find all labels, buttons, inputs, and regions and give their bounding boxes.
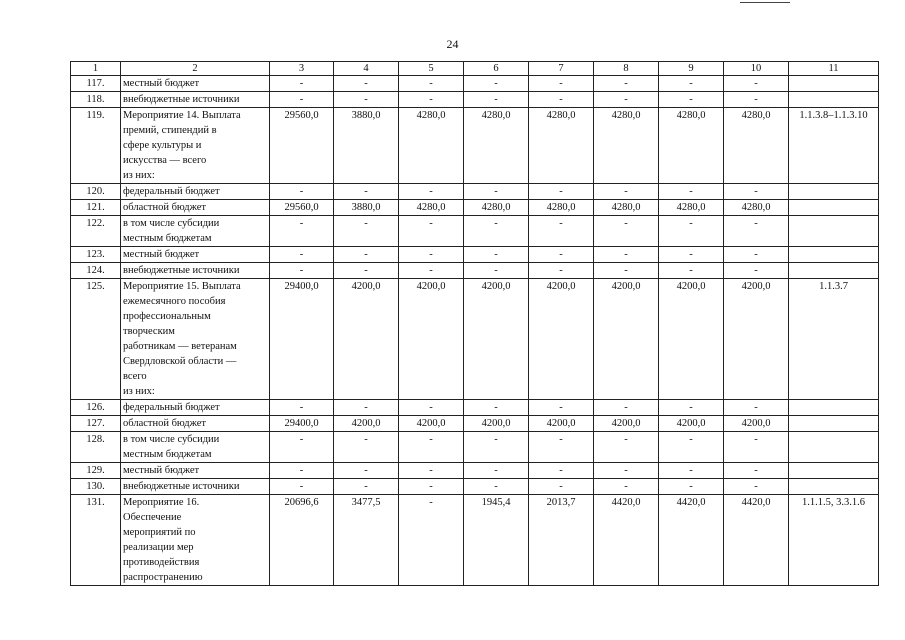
value-cell: - xyxy=(464,92,529,108)
value-cell: 4280,0 xyxy=(529,200,594,216)
column-header: 4 xyxy=(334,62,399,76)
target-code xyxy=(789,263,879,279)
column-header: 6 xyxy=(464,62,529,76)
value-cell: - xyxy=(594,76,659,92)
value-cell: 4420,0 xyxy=(659,495,724,586)
target-code xyxy=(789,200,879,216)
value-cell: 4200,0 xyxy=(399,416,464,432)
row-description xyxy=(121,200,270,216)
description-line: Свердловской области — xyxy=(123,356,237,367)
table-row xyxy=(71,400,879,416)
row-description xyxy=(121,279,270,400)
target-code: 1.1.3.7 xyxy=(789,279,879,400)
value-cell: - xyxy=(399,184,464,200)
value-cell: - xyxy=(594,479,659,495)
budget-table xyxy=(70,61,879,586)
value-cell: - xyxy=(594,432,659,463)
value-cell: 4200,0 xyxy=(724,416,789,432)
description-line: из них: xyxy=(123,386,155,397)
value-cell: - xyxy=(659,184,724,200)
row-description xyxy=(121,184,270,200)
value-cell: - xyxy=(464,76,529,92)
row-number: 125. xyxy=(71,279,121,400)
page-number: 24 xyxy=(446,37,459,51)
value-cell: 4280,0 xyxy=(464,200,529,216)
description-line: мероприятий по xyxy=(123,527,196,538)
value-cell: - xyxy=(399,479,464,495)
value-cell: - xyxy=(724,263,789,279)
description-line: Мероприятие 15. Выплата xyxy=(123,281,241,292)
value-cell: - xyxy=(399,263,464,279)
value-cell: 3880,0 xyxy=(334,200,399,216)
table-body xyxy=(71,76,879,586)
value-cell: 4420,0 xyxy=(724,495,789,586)
description-line: внебюджетные источники xyxy=(123,481,240,492)
value-cell: 29560,0 xyxy=(270,200,334,216)
column-header: 3 xyxy=(270,62,334,76)
value-cell: 4200,0 xyxy=(399,279,464,400)
value-cell: - xyxy=(724,432,789,463)
description-line: из них: xyxy=(123,170,155,181)
value-cell: - xyxy=(529,432,594,463)
description-line: областной бюджет xyxy=(123,202,206,213)
description-line: местным бюджетам xyxy=(123,449,212,460)
row-number: 119. xyxy=(71,108,121,184)
value-cell: - xyxy=(724,92,789,108)
target-code xyxy=(789,247,879,263)
value-cell: - xyxy=(334,463,399,479)
value-cell: - xyxy=(270,247,334,263)
description-line: местным бюджетам xyxy=(123,233,212,244)
value-cell: 4200,0 xyxy=(334,416,399,432)
value-cell: - xyxy=(334,76,399,92)
table-row xyxy=(71,463,879,479)
value-cell: 29400,0 xyxy=(270,416,334,432)
row-number: 122. xyxy=(71,216,121,247)
value-cell: - xyxy=(529,216,594,247)
description-line: сфере культуры и xyxy=(123,140,202,151)
value-cell: - xyxy=(724,247,789,263)
target-code xyxy=(789,463,879,479)
value-cell: - xyxy=(659,216,724,247)
value-cell: - xyxy=(334,263,399,279)
description-line: местный бюджет xyxy=(123,465,200,476)
column-header: 10 xyxy=(724,62,789,76)
value-cell: - xyxy=(334,184,399,200)
value-cell: - xyxy=(724,76,789,92)
value-cell: 3880,0 xyxy=(334,108,399,184)
description-line: Обеспечение xyxy=(123,512,182,523)
description-line: искусства — всего xyxy=(123,155,207,166)
value-cell: - xyxy=(270,400,334,416)
row-number: 124. xyxy=(71,263,121,279)
value-cell: 4200,0 xyxy=(464,279,529,400)
value-cell: - xyxy=(464,216,529,247)
value-cell: 4200,0 xyxy=(594,416,659,432)
row-number: 123. xyxy=(71,247,121,263)
description-line: ежемесячного пособия xyxy=(123,296,226,307)
value-cell: - xyxy=(529,263,594,279)
value-cell: - xyxy=(270,432,334,463)
value-cell: - xyxy=(399,463,464,479)
value-cell: - xyxy=(270,184,334,200)
column-header: 11 xyxy=(789,62,879,76)
value-cell: - xyxy=(529,184,594,200)
value-cell: - xyxy=(270,263,334,279)
value-cell: - xyxy=(659,400,724,416)
value-cell: - xyxy=(464,247,529,263)
table-row xyxy=(71,432,879,463)
value-cell: - xyxy=(270,463,334,479)
column-header: 9 xyxy=(659,62,724,76)
value-cell: - xyxy=(659,92,724,108)
row-description xyxy=(121,432,270,463)
value-cell: - xyxy=(659,432,724,463)
value-cell: - xyxy=(464,184,529,200)
description-line: в том числе субсидии xyxy=(123,218,220,229)
row-number: 129. xyxy=(71,463,121,479)
value-cell: 2013,7 xyxy=(529,495,594,586)
value-cell: - xyxy=(399,495,464,586)
value-cell: - xyxy=(594,400,659,416)
value-cell: - xyxy=(334,247,399,263)
column-header: 7 xyxy=(529,62,594,76)
value-cell: 4200,0 xyxy=(464,416,529,432)
top-rule xyxy=(740,2,790,3)
value-cell: 4200,0 xyxy=(724,279,789,400)
value-cell: 4280,0 xyxy=(594,108,659,184)
value-cell: - xyxy=(594,92,659,108)
value-cell: - xyxy=(529,76,594,92)
value-cell: 4280,0 xyxy=(724,108,789,184)
value-cell: - xyxy=(399,400,464,416)
value-cell: - xyxy=(659,263,724,279)
table-row xyxy=(71,76,879,92)
value-cell: - xyxy=(334,479,399,495)
value-cell: - xyxy=(464,432,529,463)
description-line: работникам — ветеранам xyxy=(123,341,237,352)
value-cell: - xyxy=(334,432,399,463)
description-line: Мероприятие 16. xyxy=(123,497,200,508)
row-description xyxy=(121,479,270,495)
value-cell: 4280,0 xyxy=(529,108,594,184)
row-description xyxy=(121,76,270,92)
table-row xyxy=(71,108,879,184)
table-row xyxy=(71,247,879,263)
value-cell: 4280,0 xyxy=(399,200,464,216)
table-row xyxy=(71,92,879,108)
row-number: 131. xyxy=(71,495,121,586)
value-cell: - xyxy=(724,400,789,416)
value-cell: 4280,0 xyxy=(724,200,789,216)
description-line: профессиональным xyxy=(123,311,211,322)
value-cell: - xyxy=(464,400,529,416)
description-line: Мероприятие 14. Выплата xyxy=(123,110,241,121)
value-cell: - xyxy=(399,92,464,108)
value-cell: 29400,0 xyxy=(270,279,334,400)
description-line: внебюджетные источники xyxy=(123,94,240,105)
column-header: 1 xyxy=(71,62,121,76)
value-cell: - xyxy=(724,479,789,495)
row-number: 128. xyxy=(71,432,121,463)
table-row xyxy=(71,416,879,432)
description-line: местный бюджет xyxy=(123,78,200,89)
value-cell: - xyxy=(270,76,334,92)
target-code: 1.1.3.8–1.1.3.10 xyxy=(789,108,879,184)
table-row xyxy=(71,495,879,586)
row-description xyxy=(121,263,270,279)
value-cell: - xyxy=(334,92,399,108)
description-line: противодействия xyxy=(123,557,200,568)
row-description xyxy=(121,108,270,184)
value-cell: 4200,0 xyxy=(594,279,659,400)
target-code xyxy=(789,92,879,108)
row-number: 127. xyxy=(71,416,121,432)
value-cell: 1945,4 xyxy=(464,495,529,586)
row-number: 120. xyxy=(71,184,121,200)
value-cell: - xyxy=(659,247,724,263)
value-cell: 4200,0 xyxy=(659,416,724,432)
value-cell: - xyxy=(594,184,659,200)
value-cell: - xyxy=(594,263,659,279)
column-header: 2 xyxy=(121,62,270,76)
value-cell: - xyxy=(399,247,464,263)
value-cell: - xyxy=(594,247,659,263)
value-cell: - xyxy=(659,479,724,495)
value-cell: 4280,0 xyxy=(594,200,659,216)
table-row xyxy=(71,279,879,400)
description-line: премий, стипендий в xyxy=(123,125,217,136)
description-line: в том числе субсидии xyxy=(123,434,220,445)
value-cell: 4280,0 xyxy=(659,108,724,184)
value-cell: 3477,5 xyxy=(334,495,399,586)
value-cell: - xyxy=(659,463,724,479)
row-number: 130. xyxy=(71,479,121,495)
value-cell: - xyxy=(464,263,529,279)
table-row xyxy=(71,184,879,200)
description-line: внебюджетные источники xyxy=(123,265,240,276)
target-code xyxy=(789,416,879,432)
target-code xyxy=(789,216,879,247)
value-cell: - xyxy=(659,76,724,92)
value-cell: - xyxy=(724,463,789,479)
value-cell: - xyxy=(724,184,789,200)
value-cell: - xyxy=(399,216,464,247)
row-number: 121. xyxy=(71,200,121,216)
description-line: местный бюджет xyxy=(123,249,200,260)
target-code: 1.1.1.5, 3.3.1.6 xyxy=(789,495,879,586)
table-row xyxy=(71,263,879,279)
value-cell: - xyxy=(270,92,334,108)
target-code xyxy=(789,400,879,416)
value-cell: - xyxy=(464,463,529,479)
value-cell: - xyxy=(724,216,789,247)
description-line: всего xyxy=(123,371,147,382)
value-cell: 4200,0 xyxy=(529,279,594,400)
row-description xyxy=(121,92,270,108)
row-description xyxy=(121,247,270,263)
value-cell: - xyxy=(529,479,594,495)
description-line: областной бюджет xyxy=(123,418,206,429)
column-header: 5 xyxy=(399,62,464,76)
table-row xyxy=(71,200,879,216)
value-cell: - xyxy=(464,479,529,495)
value-cell: 4200,0 xyxy=(334,279,399,400)
value-cell: - xyxy=(529,463,594,479)
row-description xyxy=(121,400,270,416)
table-row xyxy=(71,216,879,247)
target-code xyxy=(789,479,879,495)
value-cell: - xyxy=(270,216,334,247)
column-header: 8 xyxy=(594,62,659,76)
value-cell: - xyxy=(399,432,464,463)
table-header-row xyxy=(71,62,879,76)
value-cell: - xyxy=(529,247,594,263)
row-description xyxy=(121,416,270,432)
value-cell: - xyxy=(399,76,464,92)
description-line: федеральный бюджет xyxy=(123,402,220,413)
value-cell: 29560,0 xyxy=(270,108,334,184)
value-cell: - xyxy=(334,216,399,247)
value-cell: 4280,0 xyxy=(659,200,724,216)
value-cell: - xyxy=(529,400,594,416)
value-cell: - xyxy=(529,92,594,108)
target-code xyxy=(789,432,879,463)
row-description xyxy=(121,463,270,479)
row-description xyxy=(121,495,270,586)
value-cell: - xyxy=(594,216,659,247)
value-cell: 4280,0 xyxy=(464,108,529,184)
value-cell: 20696,6 xyxy=(270,495,334,586)
row-description xyxy=(121,216,270,247)
value-cell: 4200,0 xyxy=(529,416,594,432)
row-number: 117. xyxy=(71,76,121,92)
target-code xyxy=(789,76,879,92)
target-code xyxy=(789,184,879,200)
description-line: распространению xyxy=(123,572,203,583)
value-cell: - xyxy=(334,400,399,416)
row-number: 118. xyxy=(71,92,121,108)
value-cell: 4420,0 xyxy=(594,495,659,586)
value-cell: - xyxy=(594,463,659,479)
description-line: реализации мер xyxy=(123,542,194,553)
row-number: 126. xyxy=(71,400,121,416)
description-line: федеральный бюджет xyxy=(123,186,220,197)
value-cell: - xyxy=(270,479,334,495)
value-cell: 4280,0 xyxy=(399,108,464,184)
description-line: творческим xyxy=(123,326,175,337)
table-row xyxy=(71,479,879,495)
value-cell: 4200,0 xyxy=(659,279,724,400)
